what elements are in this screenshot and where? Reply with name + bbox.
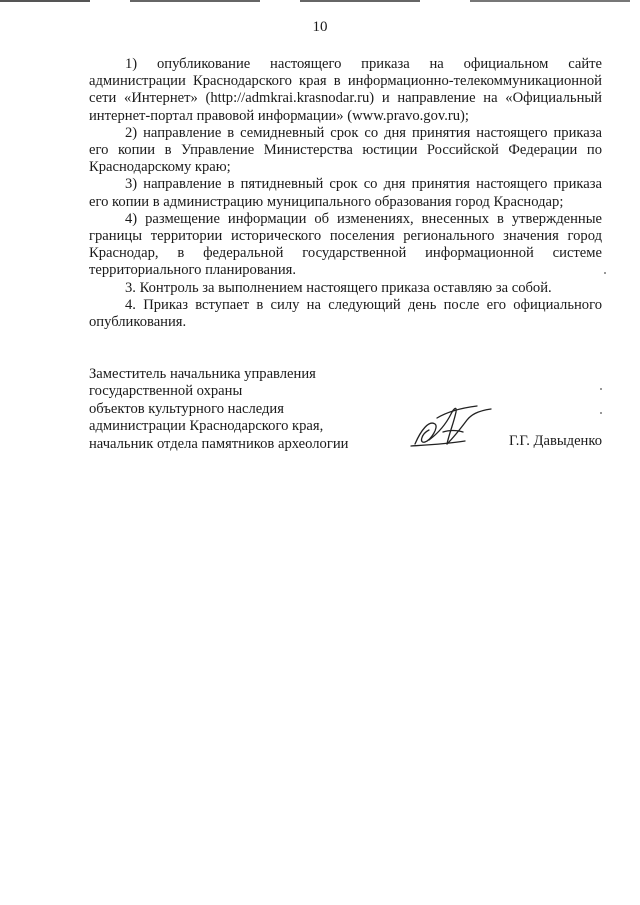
document-body xyxy=(89,56,602,331)
signatory-name: Г.Г. Давыденко xyxy=(508,433,602,449)
scan-speck xyxy=(604,272,606,274)
handwritten-signature xyxy=(407,400,493,450)
signatory-position-line: Заместитель начальника управления xyxy=(89,366,316,382)
signatory-position-line: начальник отдела памятников археологии xyxy=(89,435,349,452)
scan-top-edge xyxy=(0,0,640,2)
paragraph-fgis-tp: 4) размещение информации об изменениях, внесенных в утвержденные границы территории исторического поселения регионального значения город Краснодар, в федеральной государственной информационной системе территориального планирования. xyxy=(89,210,602,279)
paragraph-publication: 1) опубликование настоящего приказа на официальном сайте администрации Краснодарского края в информационно-телекоммуникационной сети «Интернет» (http://admkrai.krasnodar.ru) и направление на «Официальный интернет-портал правовой информации» (www.pravo.gov.ru); xyxy=(89,56,602,124)
scan-speck xyxy=(600,412,602,414)
signatory-position-line: государственной охраны xyxy=(89,383,243,400)
signatory-position-line: объектов культурного наследия xyxy=(89,400,284,417)
paragraph-municipal-administration: 3) направление в пятидневный срок со дня принятия настоящего приказа его копии в администрацию муниципального образования город Краснодар; xyxy=(89,176,602,210)
paragraph-justice-ministry: 2) направление в семидневный срок со дня принятия настоящего приказа его копии в Управление Министерства юстиции Российской Федерации по Краснодарскому краю; xyxy=(89,124,602,176)
scan-speck xyxy=(600,388,602,390)
page-number: 10 xyxy=(312,19,328,35)
paragraph-entry-into-force: 4. Приказ вступает в силу на следующий день после его официального опубликования. xyxy=(89,296,602,331)
signatory-position xyxy=(89,366,348,453)
signature-block xyxy=(89,366,602,466)
paragraph-control: 3. Контроль за выполнением настоящего приказа оставляю за собой. xyxy=(125,279,552,296)
signatory-position-line: администрации Краснодарского края, xyxy=(89,418,324,435)
